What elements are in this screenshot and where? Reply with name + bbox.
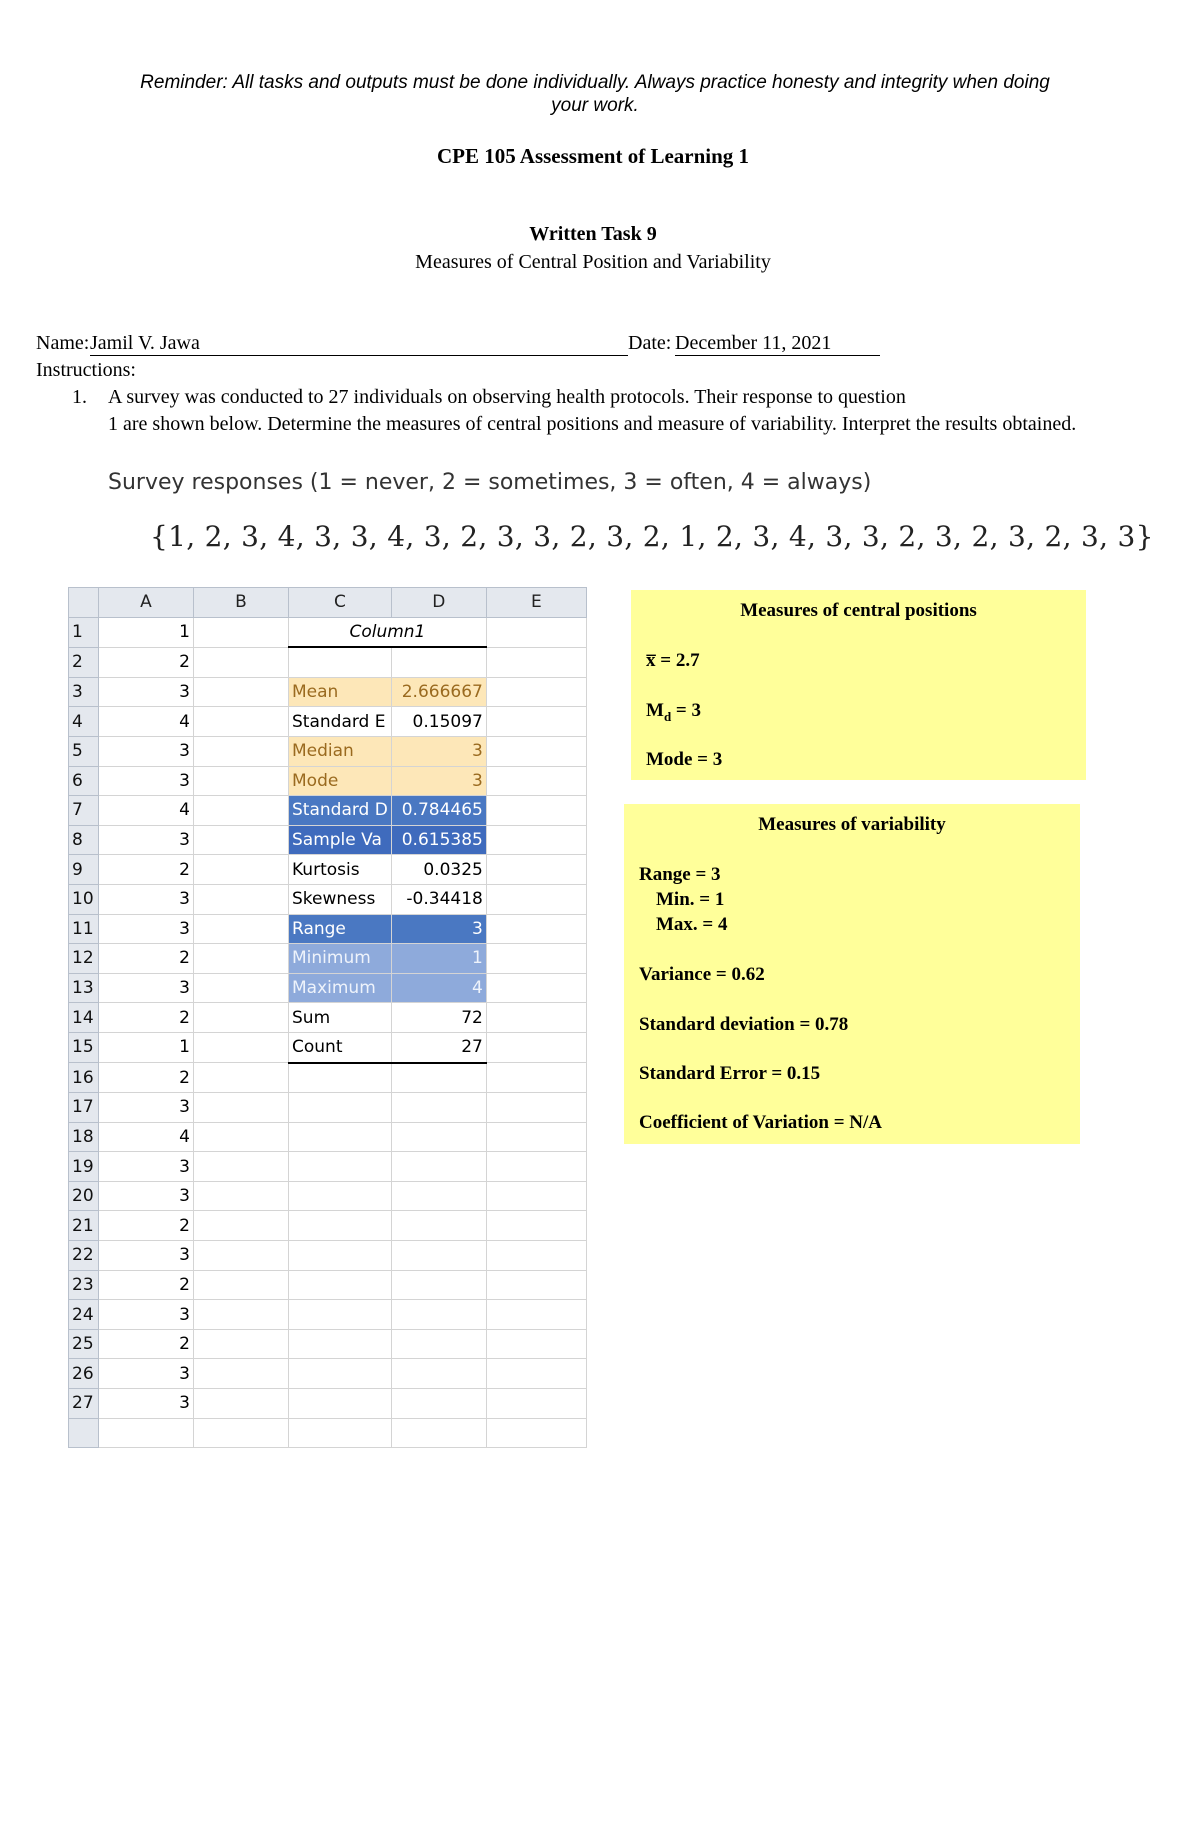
cell-e[interactable] — [486, 973, 586, 1003]
cell-d[interactable] — [391, 647, 486, 677]
cell-c[interactable] — [289, 1270, 392, 1300]
cell-a[interactable]: 3 — [99, 1389, 194, 1419]
cell-d[interactable] — [391, 1063, 486, 1093]
cell-e[interactable] — [486, 944, 586, 974]
cell-a[interactable]: 3 — [99, 1093, 194, 1123]
mode-result: Mode = 3 — [646, 749, 723, 770]
cell-e[interactable] — [486, 1389, 586, 1419]
cell-a[interactable]: 2 — [99, 855, 194, 885]
cell-a[interactable]: 2 — [99, 1003, 194, 1033]
table-row — [69, 1152, 587, 1182]
name-label: Name: — [36, 332, 90, 354]
column-header-row — [69, 588, 587, 618]
survey-label: Survey responses (1 = never, 2 = sometimes, 3 = often, 4 = always) — [108, 470, 872, 495]
variability-box-title: Measures of variability — [758, 814, 946, 835]
table-row — [69, 1389, 587, 1419]
cell-b[interactable] — [194, 1032, 289, 1062]
row-header[interactable]: 10 — [69, 884, 99, 914]
cell-b[interactable] — [194, 914, 289, 944]
course-title: CPE 105 Assessment of Learning 1 — [436, 144, 750, 168]
stat-value[interactable]: 27 — [391, 1032, 486, 1062]
cell-e[interactable] — [486, 766, 586, 796]
cell-c[interactable] — [289, 1241, 392, 1271]
table-row — [69, 1241, 587, 1271]
cell-e[interactable] — [486, 1300, 586, 1330]
cell-b[interactable] — [194, 1211, 289, 1241]
column-header-b[interactable]: B — [194, 588, 289, 618]
reminder-line-1: Reminder: All tasks and outputs must be done individually. Always practice honesty and integrity when doing — [140, 72, 1050, 93]
date-field: December 11, 2021 — [675, 332, 880, 356]
cell-e[interactable] — [486, 796, 586, 826]
stat-value[interactable]: 1 — [391, 944, 486, 974]
date-label: Date: — [628, 332, 672, 354]
cell-b[interactable] — [194, 1093, 289, 1123]
cell-a[interactable]: 4 — [99, 707, 194, 737]
row-header[interactable]: 7 — [69, 796, 99, 826]
stat-label[interactable]: Skewness — [289, 884, 392, 914]
row-header[interactable]: 15 — [69, 1032, 99, 1062]
row-header[interactable] — [69, 1418, 99, 1448]
cell-e[interactable] — [486, 1093, 586, 1123]
cell-c[interactable] — [289, 1389, 392, 1419]
cell-e[interactable] — [486, 1270, 586, 1300]
cell-a[interactable]: 3 — [99, 973, 194, 1003]
cell-d[interactable] — [391, 1181, 486, 1211]
row-header[interactable]: 17 — [69, 1093, 99, 1123]
cell-a[interactable]: 3 — [99, 677, 194, 707]
cell-a[interactable]: 3 — [99, 736, 194, 766]
table-row — [69, 1032, 587, 1062]
cell-d[interactable] — [391, 1418, 486, 1448]
cell-b[interactable] — [194, 707, 289, 737]
cell-a[interactable]: 2 — [99, 944, 194, 974]
cell-a[interactable]: 3 — [99, 1300, 194, 1330]
row-header[interactable]: 1 — [69, 617, 99, 647]
task-title: Written Task 9 — [529, 223, 657, 245]
stat-label[interactable]: Standard D — [289, 796, 392, 826]
cell-c[interactable] — [289, 1152, 392, 1182]
cell-e[interactable] — [486, 617, 586, 647]
table-row — [69, 1063, 587, 1093]
spreadsheet — [68, 587, 587, 1448]
reminder-line-2: your work. — [551, 95, 639, 116]
row-header[interactable]: 26 — [69, 1359, 99, 1389]
cell-c[interactable] — [289, 647, 392, 677]
mean-result: x̅ = 2.7 — [646, 650, 700, 671]
cell-d[interactable] — [391, 1270, 486, 1300]
cell-e[interactable] — [486, 1152, 586, 1182]
stat-value[interactable]: 72 — [391, 1003, 486, 1033]
variance-result: Variance = 0.62 — [639, 964, 765, 985]
min-result: Min. = 1 — [656, 889, 725, 910]
central-box-title: Measures of central positions — [740, 600, 977, 621]
stat-label[interactable]: Mode — [289, 766, 392, 796]
table-row — [69, 1300, 587, 1330]
stat-value[interactable]: 4 — [391, 973, 486, 1003]
cell-e[interactable] — [486, 1032, 586, 1062]
cell-b[interactable] — [194, 1359, 289, 1389]
cell-a[interactable]: 3 — [99, 825, 194, 855]
stat-value[interactable]: 2.666667 — [391, 677, 486, 707]
cell-d[interactable] — [391, 1359, 486, 1389]
table-row — [69, 914, 587, 944]
table-row — [69, 973, 587, 1003]
cell-e[interactable] — [486, 677, 586, 707]
range-result: Range = 3 — [639, 864, 721, 885]
instruction-number: 1. — [72, 386, 87, 408]
cell-c[interactable] — [289, 1359, 392, 1389]
row-header[interactable]: 24 — [69, 1300, 99, 1330]
row-header[interactable]: 4 — [69, 707, 99, 737]
cell-e[interactable] — [486, 1181, 586, 1211]
cell-c[interactable] — [289, 1418, 392, 1448]
cell-a[interactable]: 3 — [99, 914, 194, 944]
table-row — [69, 1211, 587, 1241]
row-header[interactable]: 23 — [69, 1270, 99, 1300]
cell-a[interactable]: 2 — [99, 1211, 194, 1241]
cell-e[interactable] — [486, 914, 586, 944]
cell-a[interactable]: 3 — [99, 1241, 194, 1271]
row-header[interactable]: 27 — [69, 1389, 99, 1419]
instruction-line-1: A survey was conducted to 27 individuals on observing health protocols. Their response to question — [108, 386, 906, 408]
cell-b[interactable] — [194, 1300, 289, 1330]
cell-b[interactable] — [194, 1418, 289, 1448]
row-header[interactable]: 16 — [69, 1063, 99, 1093]
stat-value[interactable]: 3 — [391, 736, 486, 766]
cell-a[interactable]: 2 — [99, 647, 194, 677]
cell-e[interactable] — [486, 1063, 586, 1093]
std-error-result: Standard Error = 0.15 — [639, 1063, 821, 1084]
cell-e[interactable] — [486, 825, 586, 855]
cell-b[interactable] — [194, 647, 289, 677]
table-row — [69, 677, 587, 707]
cell-b[interactable] — [194, 825, 289, 855]
cell-b[interactable] — [194, 1152, 289, 1182]
table-row — [69, 707, 587, 737]
cell-e[interactable] — [486, 1359, 586, 1389]
central-positions-box — [631, 590, 1086, 780]
cell-d[interactable] — [391, 1241, 486, 1271]
cell-e[interactable] — [486, 707, 586, 737]
cell-b[interactable] — [194, 1181, 289, 1211]
table-row — [69, 617, 587, 647]
cell-b[interactable] — [194, 1003, 289, 1033]
cell-e[interactable] — [486, 736, 586, 766]
cell-d[interactable] — [391, 1122, 486, 1152]
cell-b[interactable] — [194, 1122, 289, 1152]
cell-b[interactable] — [194, 1270, 289, 1300]
cell-e[interactable] — [486, 1122, 586, 1152]
stat-label[interactable]: Minimum — [289, 944, 392, 974]
spreadsheet-table — [68, 587, 587, 1448]
std-dev-result: Standard deviation = 0.78 — [639, 1014, 849, 1035]
stat-value[interactable]: 3 — [391, 914, 486, 944]
cell-a[interactable]: 2 — [99, 1270, 194, 1300]
cell-a[interactable]: 3 — [99, 766, 194, 796]
row-header[interactable]: 13 — [69, 973, 99, 1003]
cell-e[interactable] — [486, 1241, 586, 1271]
cell-e[interactable] — [486, 1003, 586, 1033]
stat-label[interactable]: Kurtosis — [289, 855, 392, 885]
cell-e[interactable] — [486, 1418, 586, 1448]
cell-b[interactable] — [194, 796, 289, 826]
cell-e[interactable] — [486, 647, 586, 677]
stat-label[interactable]: Mean — [289, 677, 392, 707]
column-header-c[interactable]: C — [289, 588, 392, 618]
stat-value[interactable]: 0.0325 — [391, 855, 486, 885]
column-header-e[interactable]: E — [486, 588, 586, 618]
row-header[interactable]: 2 — [69, 647, 99, 677]
max-result: Max. = 4 — [656, 914, 728, 935]
row-header[interactable]: 21 — [69, 1211, 99, 1241]
cell-b[interactable] — [194, 1241, 289, 1271]
cell-a[interactable]: 2 — [99, 1329, 194, 1359]
cell-a[interactable]: 4 — [99, 1122, 194, 1152]
stat-label[interactable]: Sample Va — [289, 825, 392, 855]
row-header[interactable]: 11 — [69, 914, 99, 944]
cell-b[interactable] — [194, 944, 289, 974]
reminder-note — [90, 71, 1100, 117]
cell-d[interactable] — [391, 1152, 486, 1182]
stat-label[interactable]: Range — [289, 914, 392, 944]
cv-result: Coefficient of Variation = N/A — [639, 1112, 883, 1133]
table-row — [69, 1181, 587, 1211]
cell-b[interactable] — [194, 617, 289, 647]
stat-label[interactable]: Maximum — [289, 973, 392, 1003]
cell-c[interactable] — [289, 1329, 392, 1359]
cell-c[interactable] — [289, 1122, 392, 1152]
cell-d[interactable] — [391, 1300, 486, 1330]
table-row — [69, 1329, 587, 1359]
cell-b[interactable] — [194, 973, 289, 1003]
row-header[interactable]: 6 — [69, 766, 99, 796]
row-header[interactable]: 25 — [69, 1329, 99, 1359]
table-row — [69, 884, 587, 914]
cell-d[interactable] — [391, 1329, 486, 1359]
cell-a[interactable]: 3 — [99, 1181, 194, 1211]
table-row — [69, 944, 587, 974]
variability-box — [624, 804, 1080, 1144]
cell-e[interactable] — [486, 884, 586, 914]
row-header[interactable]: 20 — [69, 1181, 99, 1211]
cell-c[interactable] — [289, 1300, 392, 1330]
cell-b[interactable] — [194, 677, 289, 707]
row-header[interactable]: 14 — [69, 1003, 99, 1033]
cell-e[interactable] — [486, 855, 586, 885]
cell-a[interactable]: 4 — [99, 796, 194, 826]
cell-c[interactable] — [289, 1093, 392, 1123]
cell-c[interactable] — [289, 1211, 392, 1241]
survey-dataset: {1, 2, 3, 4, 3, 3, 4, 3, 2, 3, 3, 2, 3, 2, 1, 2, 3, 4, 3, 3, 2, 3, 2, 3, 2, 3, 3} — [150, 520, 1154, 553]
cell-a[interactable]: 3 — [99, 1359, 194, 1389]
table-row — [69, 766, 587, 796]
cell-b[interactable] — [194, 1389, 289, 1419]
instruction-line-2: 1 are shown below. Determine the measures of central positions and measure of variability. Interpret the results obtained. — [108, 413, 1077, 435]
row-header[interactable]: 19 — [69, 1152, 99, 1182]
cell-c[interactable]: Column1 — [289, 617, 487, 647]
table-row — [69, 825, 587, 855]
cell-c[interactable] — [289, 1063, 392, 1093]
cell-e[interactable] — [486, 1329, 586, 1359]
stat-label[interactable]: Count — [289, 1032, 392, 1062]
cell-b[interactable] — [194, 736, 289, 766]
table-row — [69, 736, 587, 766]
table-row — [69, 796, 587, 826]
stat-label[interactable]: Median — [289, 736, 392, 766]
name-field: Jamil V. Jawa — [90, 332, 628, 356]
table-row — [69, 855, 587, 885]
cell-b[interactable] — [194, 1063, 289, 1093]
select-all-corner[interactable] — [69, 588, 99, 618]
row-header[interactable]: 12 — [69, 944, 99, 974]
row-header[interactable]: 8 — [69, 825, 99, 855]
cell-d[interactable] — [391, 1389, 486, 1419]
stat-label[interactable]: Standard E — [289, 707, 392, 737]
table-row — [69, 1418, 587, 1448]
table-row — [69, 1093, 587, 1123]
cell-b[interactable] — [194, 884, 289, 914]
cell-a[interactable]: 2 — [99, 1063, 194, 1093]
row-header[interactable]: 22 — [69, 1241, 99, 1271]
column-header-d[interactable]: D — [391, 588, 486, 618]
stat-value[interactable]: 3 — [391, 766, 486, 796]
table-row — [69, 1359, 587, 1389]
task-subtitle: Measures of Central Position and Variability — [415, 251, 771, 273]
table-row — [69, 647, 587, 677]
cell-d[interactable] — [391, 1211, 486, 1241]
row-header[interactable]: 3 — [69, 677, 99, 707]
cell-a[interactable] — [99, 1418, 194, 1448]
cell-b[interactable] — [194, 766, 289, 796]
row-header[interactable]: 5 — [69, 736, 99, 766]
row-header[interactable]: 18 — [69, 1122, 99, 1152]
column-header-a[interactable]: A — [99, 588, 194, 618]
stat-value[interactable]: 0.615385 — [391, 825, 486, 855]
table-row — [69, 1270, 587, 1300]
cell-a[interactable]: 3 — [99, 884, 194, 914]
cell-d[interactable] — [391, 1093, 486, 1123]
cell-b[interactable] — [194, 1329, 289, 1359]
table-row — [69, 1003, 587, 1033]
cell-e[interactable] — [486, 1211, 586, 1241]
cell-c[interactable] — [289, 1181, 392, 1211]
cell-a[interactable]: 1 — [99, 1032, 194, 1062]
row-header[interactable]: 9 — [69, 855, 99, 885]
stat-value[interactable]: -0.34418 — [391, 884, 486, 914]
stat-value[interactable]: 0.784465 — [391, 796, 486, 826]
stat-value[interactable]: 0.15097 — [391, 707, 486, 737]
median-result: $M_d = 3$ — [646, 700, 701, 724]
cell-a[interactable]: 1 — [99, 617, 194, 647]
cell-a[interactable]: 3 — [99, 1152, 194, 1182]
cell-b[interactable] — [194, 855, 289, 885]
instructions-label: Instructions: — [36, 359, 136, 381]
table-row — [69, 1122, 587, 1152]
stat-label[interactable]: Sum — [289, 1003, 392, 1033]
